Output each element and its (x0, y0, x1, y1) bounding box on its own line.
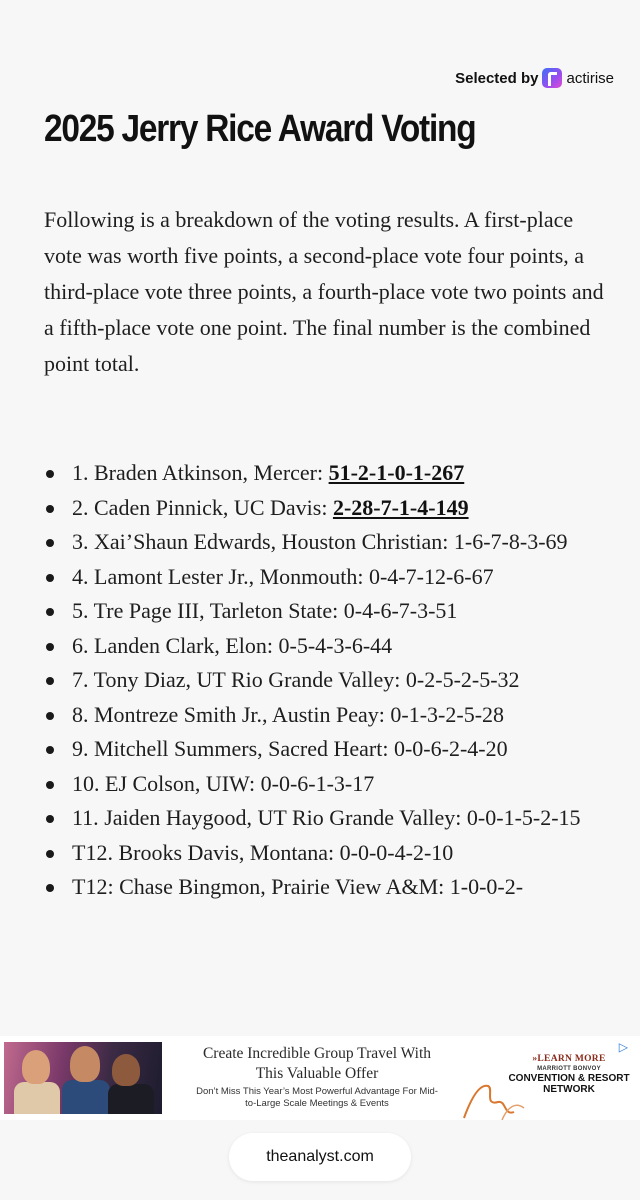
result-player: Jaiden Haygood, UT Rio Grande Valley: (104, 805, 462, 830)
result-player: Xai’Shaun Edwards, Houston Christian: (94, 529, 449, 554)
result-player: Landen Clark, Elon: (94, 632, 274, 658)
result-score: 0-0-6-2-4-20 (393, 736, 508, 761)
result-score: 1-6-7-8-3-69 (453, 529, 568, 554)
selected-by-brand: actirise (566, 69, 614, 87)
ad-choices-icon[interactable]: ▷ (618, 1040, 628, 1054)
result-item (44, 836, 604, 871)
result-player: EJ Colson, UIW: (105, 770, 256, 796)
result-player: Brooks Davis, Montana: (118, 839, 335, 865)
result-item (44, 870, 604, 905)
result-player: Lamont Lester Jr., Monmouth: (94, 563, 364, 589)
ad-network-name: CONVENTION & RESORT NETWORK (508, 1073, 630, 1095)
result-item (44, 767, 604, 802)
selected-by-badge[interactable] (455, 68, 614, 88)
result-player: Montreze Smith Jr., Austin Peay: (94, 701, 385, 727)
voting-results-list (44, 456, 604, 905)
result-rank: 3. (72, 529, 89, 554)
result-rank: 1. (72, 460, 89, 485)
result-item (44, 698, 604, 733)
result-item (44, 663, 604, 698)
result-score-link[interactable]: 51-2-1-0-1-267 (328, 460, 465, 485)
result-rank: 4. (72, 563, 89, 589)
selected-by-label: Selected by (455, 69, 539, 87)
result-player: Braden Atkinson, Mercer: (94, 460, 324, 485)
advertisement-banner[interactable] (0, 1036, 640, 1120)
domain-url-text: theanalyst.com (266, 1148, 374, 1165)
result-item[interactable] (44, 456, 604, 491)
result-item (44, 732, 604, 767)
ad-photo[interactable] (4, 1042, 162, 1114)
result-player: Caden Pinnick, UC Davis: (94, 494, 328, 520)
result-score: 0-0-1-5-2-15 (466, 805, 581, 830)
ad-subtext: Don’t Miss This Year’s Most Powerful Advantage For Mid-to-Large Scale Meetings & Events (196, 1086, 438, 1109)
result-rank: 2. (72, 494, 89, 520)
result-rank: 8. (72, 701, 89, 727)
result-rank: 7. (72, 667, 89, 692)
result-item (44, 560, 604, 595)
result-rank: T12: (72, 874, 114, 899)
article-intro: Following is a breakdown of the voting results. A first-place vote was worth five points, a second-place vote four points, a third-place vote three points, a fourth-place vote two points and a fifth-place vote one point. The final number is the combined point total. (44, 207, 604, 376)
result-rank: 9. (72, 736, 89, 761)
result-player: Mitchell Summers, Sacred Heart: (94, 736, 389, 761)
result-rank: 6. (72, 632, 89, 658)
result-item (44, 525, 604, 560)
result-player: Tre Page III, Tarleton State: (93, 598, 339, 623)
result-score: 0-0-6-1-3-17 (260, 770, 375, 796)
domain-url-pill[interactable] (229, 1133, 411, 1181)
result-item[interactable] (44, 491, 604, 526)
ad-brand-logo: MARRIOTT BONVOY (537, 1066, 601, 1072)
result-score-link[interactable]: 2-28-7-1-4-149 (332, 494, 469, 520)
result-score: 0-5-4-3-6-44 (278, 632, 393, 658)
actirise-logo-icon (542, 68, 562, 88)
result-rank: 11. (72, 805, 99, 830)
result-score: 1-0-0-2- (449, 874, 524, 899)
result-player: Tony Diaz, UT Rio Grande Valley: (93, 667, 401, 692)
result-item (44, 801, 604, 836)
result-item (44, 594, 604, 629)
result-item (44, 629, 604, 664)
result-score: 0-4-6-7-3-51 (343, 598, 458, 623)
ad-learn-more-link[interactable]: »LEARN MORE (532, 1054, 606, 1064)
article-title: 2025 Jerry Rice Award Voting (44, 108, 476, 150)
result-score: 0-2-5-2-5-32 (405, 667, 520, 692)
result-rank: 10. (72, 770, 100, 796)
result-rank: 5. (72, 598, 89, 623)
result-score: 0-4-7-12-6-67 (368, 563, 494, 589)
result-score: 0-1-3-2-5-28 (390, 701, 505, 727)
result-player: Chase Bingmon, Prairie View A&M: (119, 874, 445, 899)
result-rank: T12. (72, 839, 113, 865)
ad-headline[interactable]: Create Incredible Group Travel With This Valuable Offer (202, 1045, 432, 1082)
result-score: 0-0-0-4-2-10 (339, 839, 454, 865)
